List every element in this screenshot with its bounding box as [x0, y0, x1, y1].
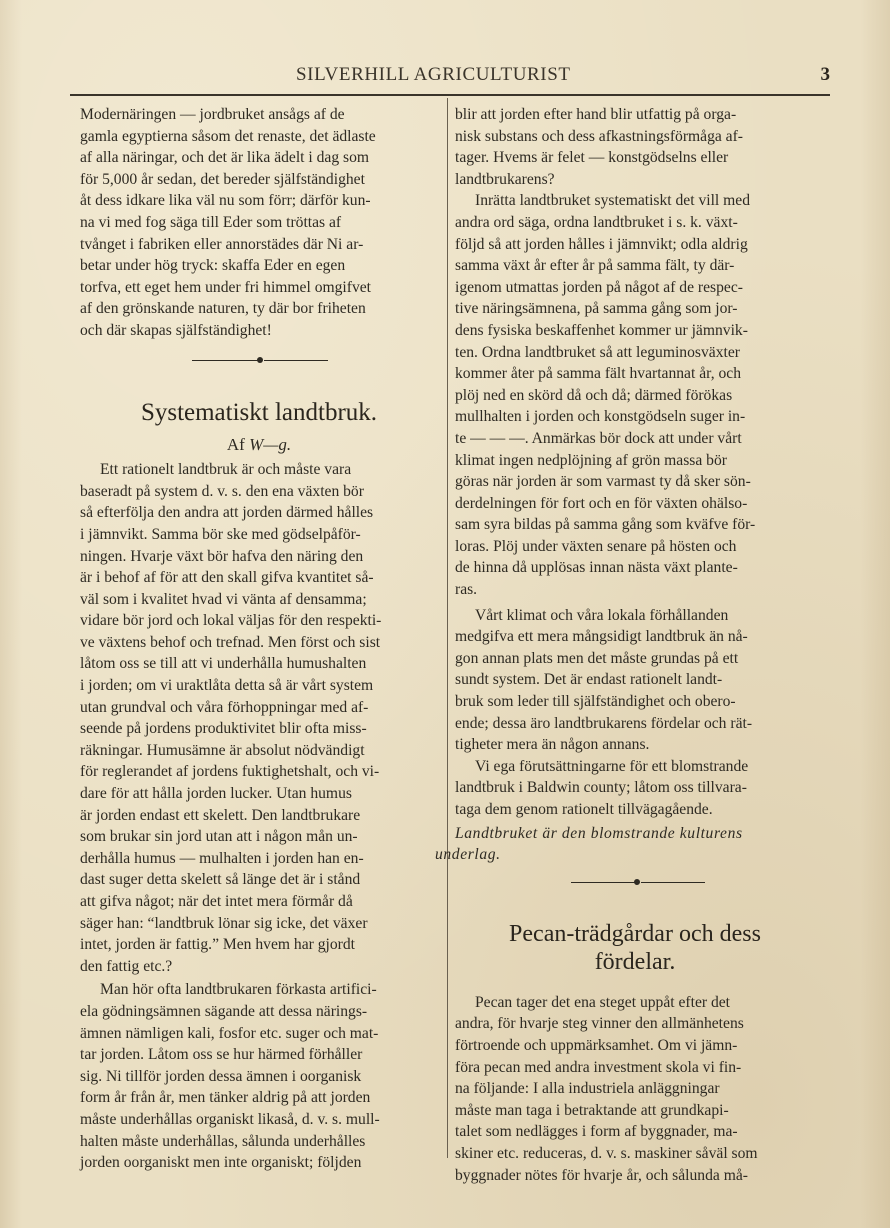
text-line: samma växt år efter år på samma fält, ty där- — [455, 257, 735, 275]
page-number: 3 — [820, 64, 830, 85]
separator-dot — [634, 879, 640, 885]
text-line: sig. Ni tillför jorden dessa ämnen i oorganisk — [80, 1067, 362, 1085]
text-line: ämnen nämligen kali, fosfor etc. suger och mat- — [80, 1024, 379, 1042]
paragraph — [455, 605, 815, 756]
text-line: underlag. — [435, 846, 501, 864]
text-line: form år från år, men tänker aldrig på att jorden — [80, 1089, 371, 1107]
publication-title: SILVERHILL AGRICULTURIST — [296, 64, 571, 85]
text-line: Landtbruket är den blomstrande kulturens — [455, 824, 743, 842]
article-title — [455, 920, 815, 976]
separator-line — [571, 882, 635, 884]
text-line: dens fysiska beskaffenhet kommer ur jämnvik- — [455, 321, 748, 339]
separator-line — [192, 360, 258, 362]
text-line: vidare bör jord och lokal väljas för den respekti- — [80, 612, 382, 630]
text-line: ende; dessa äro landtbrukarens fördelar och rät- — [455, 714, 753, 732]
text-line: är jorden endast ett skelett. Den landtbrukare — [80, 806, 361, 824]
text-line: och där skapas själfständighet! — [80, 321, 272, 339]
text-line: räkningar. Humusämne är absolut nödvändigt — [80, 741, 365, 759]
left-column — [80, 104, 438, 1174]
text-line: andra, för hvarje steg vinner den allmänhetens — [455, 1015, 744, 1033]
text-line: göras när jorden är som varmast ty då sker sön- — [455, 473, 751, 491]
text-line: baseradt på system d. v. s. den ena växten bör — [80, 482, 364, 500]
text-line: måste underhållas organiskt likaså, d. v. s. mull- — [80, 1110, 380, 1128]
text-line: plöj ned en skörd då och då; därmed förökas — [455, 386, 733, 404]
text-line: förtroende och uppmärksamhet. Om vi jämn- — [455, 1036, 738, 1054]
text-line: halten måste underhållas, sålunda underhålles — [80, 1132, 366, 1150]
text-line: skiner etc. reduceras, d. v. s. maskiner såväl som — [455, 1144, 758, 1162]
text-line: Modernäringen — jordbruket ansågs af de — [80, 106, 345, 123]
text-line: torfva, ett eget hem under fri himmel omgifvet — [80, 278, 371, 296]
page-header — [70, 62, 830, 88]
text-line: landtbrukarens? — [455, 170, 555, 188]
text-line: så efterfölja den andra att jorden därmed hålles — [80, 504, 374, 522]
text-line: intet, jorden är fattig.” Men hvem har gjordt — [80, 936, 355, 954]
text-line: af alla näringar, och det är lika ädelt i dag som — [80, 149, 370, 167]
text-line: tive näringsämnena, på samma gång som jor- — [455, 300, 738, 318]
text-line: följd så att jorden hålles i jämnvikt; odla aldrig — [455, 235, 748, 253]
text-line: tager. Hvems är felet — konstgödselns eller — [455, 149, 729, 167]
text-line: för reglerandet af jordens fuktighetshalt, och vi- — [80, 763, 380, 781]
separator-line — [264, 360, 328, 362]
section-separator — [455, 872, 815, 894]
text-line: i jämnvikt. Samma bör ske med gödselpåför- — [80, 525, 361, 543]
text-line: gamla egyptierna såsom det renaste, det ädlaste — [80, 127, 376, 145]
text-line: na vi med fog säga till Eder som tröttas af — [80, 213, 342, 231]
text-line: nisk substans och dess afkastningsförmåga af- — [455, 127, 743, 145]
paragraph — [455, 756, 815, 821]
text-line: låtom oss se till att vi underhålla humushalten — [80, 655, 367, 673]
article-title: Systematiskt landtbruk. — [140, 398, 378, 426]
text-line: Inrätta landtbruket systematiskt det vill med — [475, 192, 750, 210]
right-column — [435, 104, 815, 1186]
text-line: den fattig etc.? — [80, 957, 173, 975]
text-line: Vårt klimat och våra lokala förhållanden — [475, 606, 729, 624]
text-line: ve växtens behof och trefnad. Men först och sist — [80, 633, 381, 651]
text-line: sundt system. Det är endast rationelt landt- — [455, 671, 723, 689]
text-line: klimat ingen nedplöjning af grön massa bör — [455, 451, 727, 469]
text-line: ningen. Hvarje växt bör hafva den näring den — [80, 547, 364, 565]
text-line: derhålla humus — mulhalten i jorden han en- — [80, 849, 364, 867]
text-line: te — — —. Anmärkas bör dock att under vårt — [455, 429, 742, 447]
text-line: är i behof af för att den skall gifva kvantitet så- — [80, 569, 374, 587]
text-line: säger han: “landtbruk lönar sig icke, det växer — [80, 914, 368, 932]
paragraph — [80, 459, 438, 977]
text-line: na följande: I alla industriela anläggningar — [455, 1080, 720, 1098]
continued-paragraph — [455, 104, 815, 190]
paragraph — [455, 190, 815, 600]
text-line: blir att jorden efter hand blir utfattig på orga- — [455, 106, 737, 123]
text-line: tar jorden. Låtom oss se hur härmed förhåller — [80, 1046, 363, 1064]
text-line: åt dess idkare lika väl nu som förr; därför kun- — [80, 192, 371, 210]
section-separator — [80, 350, 438, 372]
text-line: seende på jordens produktivitet blir ofta miss- — [80, 720, 367, 738]
text-line: tvånget i fabriken eller annorstädes där Ni ar- — [80, 235, 364, 253]
text-line: igenom utmattas jorden på något af de respec- — [455, 278, 743, 296]
text-line: Vi ega förutsättningarne för ett blomstrande — [475, 757, 749, 775]
text-line: bruk som leder till själfständighet och obero- — [455, 693, 736, 711]
text-line: de hinna då upplösas innan nästa växt plante- — [455, 559, 738, 577]
intro-paragraph — [80, 104, 438, 342]
text-line: måste man taga i betraktande att grundkapi- — [455, 1101, 729, 1119]
motto-paragraph — [435, 823, 815, 866]
paragraph — [80, 979, 438, 1173]
text-line: mullhalten i jorden och konstgödseln suger in- — [455, 408, 746, 426]
text-line: jorden oorganiskt men inte organiskt; följden — [80, 1154, 362, 1172]
separator-dot — [257, 357, 263, 363]
text-line: betar under hög tryck: skaffa Eder en egen — [80, 257, 346, 275]
text-line: medgifva ett mera mångsidigt landtbruk än nå- — [455, 628, 748, 646]
column-rule — [447, 98, 448, 1158]
text-line: ras. — [455, 581, 478, 599]
separator-line — [641, 882, 705, 884]
text-line: Pecan tager det ena steget uppåt efter det — [475, 993, 731, 1011]
text-line: dast suger detta skelett så länge det är i stånd — [80, 871, 361, 889]
text-line: ela gödningsämnen sägande att dessa närings- — [80, 1002, 368, 1020]
text-line: byggnader nötes för hvarje år, och sålunda må- — [455, 1166, 748, 1184]
text-line: i jorden; om vi uraktlåta detta så är vårt system — [80, 677, 374, 695]
text-line: som brukar sin jord utan att i någon mån un- — [80, 828, 358, 846]
byline-prefix: Af — [226, 434, 245, 454]
text-line: ten. Ordna landtbruket så att leguminosväxter — [455, 343, 740, 361]
text-line: för 5,000 år sedan, det bereder själfständighet — [80, 170, 365, 188]
text-line: loras. Plöj under växten senare på hösten och — [455, 537, 737, 555]
title-line: Pecan-trädgårdar och dess — [509, 920, 761, 947]
text-line: dare för att hålla jorden lucker. Utan humus — [80, 785, 352, 803]
text-line: Ett rationelt landtbruk är och måste vara — [100, 461, 352, 479]
text-line: talet som nedlägges i form af byggnader, ma- — [455, 1123, 738, 1141]
byline — [80, 434, 438, 456]
text-line: gon annan plats men det måste grundas på ett — [455, 649, 739, 667]
text-line: föra pecan med andra investment skola vi fin- — [455, 1058, 742, 1076]
text-line: väl som i kvalitet hvad vi vänta af densamma; — [80, 590, 367, 608]
text-line: derdelningen för fort och en för växten ohälso- — [455, 494, 748, 512]
text-line: landtbruk i Baldwin county; låtom oss tillvara- — [455, 779, 747, 797]
header-rule — [70, 94, 830, 96]
text-line: att gifva något; när det intet mera förmår då — [80, 893, 353, 910]
text-line: Man hör ofta landtbrukaren förkasta artifici- — [100, 981, 377, 999]
text-line: andra ord säga, ordna landtbruket i s. k. växt- — [455, 213, 738, 231]
text-line: sam syra bildas på samma gång som kväfve för- — [455, 516, 756, 534]
text-line: af den grönskande naturen, ty där bor friheten — [80, 300, 366, 318]
byline-author: W—g. — [249, 434, 292, 454]
text-line: taga dem genom rationelt tillvägagående. — [455, 801, 713, 818]
paragraph — [455, 992, 815, 1186]
text-line: utan grundval och våra förhoppningar med af- — [80, 698, 369, 716]
text-line: kommer åter på samma fält hvartannat år, och — [455, 365, 742, 383]
text-line: tigheter mera än någon annans. — [455, 736, 650, 754]
title-line: fördelar. — [594, 948, 676, 975]
